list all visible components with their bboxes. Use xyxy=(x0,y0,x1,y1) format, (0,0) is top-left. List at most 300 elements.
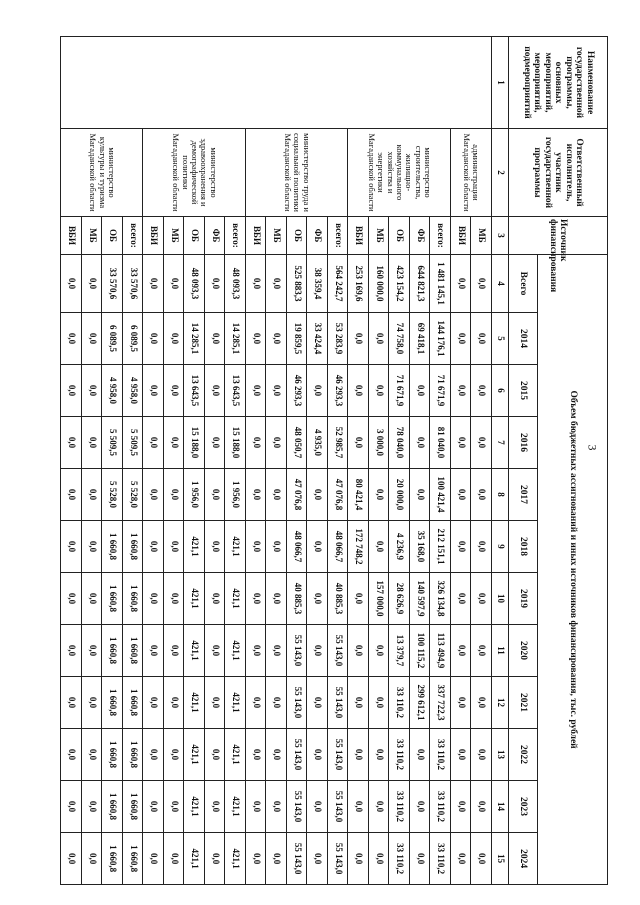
value-cell: 53 283,9 xyxy=(328,313,349,365)
value-cell: 0,0 xyxy=(143,677,164,729)
value-cell: 0,0 xyxy=(410,729,431,781)
value-cell: 0,0 xyxy=(471,677,492,729)
value-cell: 0,0 xyxy=(451,521,472,573)
value-cell: 0,0 xyxy=(369,521,390,573)
source-cell: всего: xyxy=(123,217,144,255)
value-cell: 0,0 xyxy=(369,313,390,365)
page-number: 3 xyxy=(585,444,600,451)
header-year: 2015 xyxy=(509,365,538,417)
value-cell: 33 424,4 xyxy=(307,313,328,365)
column-number: 5 xyxy=(492,313,509,365)
value-cell: 55 143,0 xyxy=(328,625,349,677)
value-cell: 0,0 xyxy=(164,729,185,781)
value-cell: 0,0 xyxy=(82,521,103,573)
value-cell: 0,0 xyxy=(410,833,431,885)
column-number: 6 xyxy=(492,365,509,417)
column-number: 10 xyxy=(492,573,509,625)
value-cell: 0,0 xyxy=(164,573,185,625)
value-cell: 0,0 xyxy=(143,313,164,365)
header-executor: Ответственный исполнитель, участник государственной программы xyxy=(509,129,608,217)
value-cell: 19 859,5 xyxy=(287,313,308,365)
column-number: 11 xyxy=(492,625,509,677)
value-cell: 144 176,1 xyxy=(430,313,451,365)
value-cell: 4 958,0 xyxy=(123,365,144,417)
value-cell: 69 418,1 xyxy=(410,313,431,365)
value-cell: 421,1 xyxy=(225,833,246,885)
value-cell: 0,0 xyxy=(410,417,431,469)
value-cell: 0,0 xyxy=(205,677,226,729)
value-cell: 0,0 xyxy=(205,469,226,521)
table-row xyxy=(123,37,144,885)
value-cell: 0,0 xyxy=(61,625,82,677)
source-cell: ФБ xyxy=(307,217,328,255)
value-cell: 0,0 xyxy=(410,469,431,521)
value-cell: 0,0 xyxy=(61,677,82,729)
value-cell: 13 643,5 xyxy=(184,365,205,417)
value-cell: 0,0 xyxy=(82,417,103,469)
value-cell: 0,0 xyxy=(61,469,82,521)
value-cell: 0,0 xyxy=(471,729,492,781)
value-cell: 421,1 xyxy=(184,625,205,677)
value-cell: 100 421,4 xyxy=(430,469,451,521)
value-cell: 1 660,8 xyxy=(123,729,144,781)
value-cell: 0,0 xyxy=(348,417,369,469)
value-cell: 0,0 xyxy=(451,313,472,365)
value-cell: 0,0 xyxy=(164,313,185,365)
executor-cell: министерство труда и социальной политики Магаданской области xyxy=(246,129,349,217)
source-cell: ОБ xyxy=(287,217,308,255)
value-cell: 0,0 xyxy=(82,573,103,625)
executor-cell: министерство строительства, жилищно-коммунального хозяйства и энергетики Магаданской области xyxy=(348,129,451,217)
value-cell: 0,0 xyxy=(266,677,287,729)
value-cell: 0,0 xyxy=(471,417,492,469)
value-cell: 0,0 xyxy=(205,625,226,677)
value-cell: 421,1 xyxy=(184,833,205,885)
value-cell: 14 285,1 xyxy=(184,313,205,365)
source-cell: МБ xyxy=(471,217,492,255)
value-cell: 0,0 xyxy=(369,469,390,521)
header-year: 2019 xyxy=(509,573,538,625)
value-cell: 55 143,0 xyxy=(287,729,308,781)
value-cell: 47 076,8 xyxy=(287,469,308,521)
value-cell: 0,0 xyxy=(143,833,164,885)
value-cell: 0,0 xyxy=(348,833,369,885)
value-cell: 0,0 xyxy=(205,313,226,365)
value-cell: 0,0 xyxy=(266,313,287,365)
value-cell: 0,0 xyxy=(348,365,369,417)
value-cell: 0,0 xyxy=(143,365,164,417)
value-cell: 421,1 xyxy=(184,573,205,625)
value-cell: 46 293,3 xyxy=(287,365,308,417)
value-cell: 48 066,7 xyxy=(328,521,349,573)
column-number-row xyxy=(492,37,509,885)
value-cell: 14 285,1 xyxy=(225,313,246,365)
value-cell: 0,0 xyxy=(61,729,82,781)
value-cell: 0,0 xyxy=(246,313,267,365)
value-cell: 55 143,0 xyxy=(287,677,308,729)
value-cell: 0,0 xyxy=(246,469,267,521)
header-year: 2024 xyxy=(509,833,538,885)
value-cell: 421,1 xyxy=(184,677,205,729)
value-cell: 0,0 xyxy=(369,625,390,677)
header-budget-group: Объем бюджетных ассигнований и иных источников финансирования, тыс. рублей xyxy=(538,255,608,885)
column-number: 12 xyxy=(492,677,509,729)
header-year: 2014 xyxy=(509,313,538,365)
value-cell: 1 660,8 xyxy=(102,573,123,625)
value-cell: 172 748,2 xyxy=(348,521,369,573)
value-cell: 0,0 xyxy=(369,781,390,833)
value-cell: 421,1 xyxy=(225,729,246,781)
value-cell: 0,0 xyxy=(164,833,185,885)
source-cell: ВБИ xyxy=(61,217,82,255)
value-cell: 0,0 xyxy=(266,573,287,625)
value-cell: 0,0 xyxy=(348,677,369,729)
table-row xyxy=(471,37,492,885)
value-cell: 40 885,3 xyxy=(328,573,349,625)
value-cell: 0,0 xyxy=(307,729,328,781)
value-cell: 421,1 xyxy=(225,677,246,729)
value-cell: 0,0 xyxy=(369,729,390,781)
value-cell: 0,0 xyxy=(61,255,82,313)
value-cell: 0,0 xyxy=(143,729,164,781)
value-cell: 0,0 xyxy=(307,833,328,885)
value-cell: 0,0 xyxy=(164,625,185,677)
value-cell: 4 236,9 xyxy=(389,521,410,573)
value-cell: 0,0 xyxy=(369,833,390,885)
value-cell: 0,0 xyxy=(451,573,472,625)
value-cell: 0,0 xyxy=(307,469,328,521)
value-cell: 0,0 xyxy=(246,365,267,417)
value-cell: 0,0 xyxy=(410,781,431,833)
column-number: 1 xyxy=(492,37,509,129)
value-cell: 0,0 xyxy=(266,781,287,833)
table-body xyxy=(61,37,492,885)
value-cell: 0,0 xyxy=(348,625,369,677)
value-cell: 0,0 xyxy=(307,781,328,833)
value-cell: 5 509,5 xyxy=(102,417,123,469)
value-cell: 0,0 xyxy=(82,677,103,729)
value-cell: 52 985,7 xyxy=(328,417,349,469)
value-cell: 0,0 xyxy=(471,469,492,521)
value-cell: 55 143,0 xyxy=(328,833,349,885)
value-cell: 0,0 xyxy=(143,417,164,469)
value-cell: 0,0 xyxy=(143,781,164,833)
value-cell: 38 359,4 xyxy=(307,255,328,313)
value-cell: 0,0 xyxy=(307,677,328,729)
header-total: Всего xyxy=(509,255,538,313)
column-number: 4 xyxy=(492,255,509,313)
value-cell: 421,1 xyxy=(225,521,246,573)
value-cell: 0,0 xyxy=(82,729,103,781)
value-cell: 0,0 xyxy=(246,781,267,833)
value-cell: 0,0 xyxy=(410,365,431,417)
value-cell: 0,0 xyxy=(164,677,185,729)
value-cell: 13 379,7 xyxy=(389,625,410,677)
value-cell: 0,0 xyxy=(369,677,390,729)
value-cell: 4 958,0 xyxy=(102,365,123,417)
value-cell: 71 671,9 xyxy=(430,365,451,417)
value-cell: 0,0 xyxy=(82,833,103,885)
value-cell: 525 883,3 xyxy=(287,255,308,313)
program-name-cell xyxy=(61,37,492,129)
value-cell: 1 660,8 xyxy=(123,781,144,833)
header-year: 2022 xyxy=(509,729,538,781)
value-cell: 33 110,2 xyxy=(389,677,410,729)
value-cell: 1 660,8 xyxy=(123,573,144,625)
source-cell: МБ xyxy=(369,217,390,255)
value-cell: 0,0 xyxy=(246,833,267,885)
value-cell: 421,1 xyxy=(184,729,205,781)
value-cell: 81 040,0 xyxy=(430,417,451,469)
value-cell: 0,0 xyxy=(246,625,267,677)
value-cell: 0,0 xyxy=(266,255,287,313)
value-cell: 0,0 xyxy=(307,365,328,417)
value-cell: 13 643,5 xyxy=(225,365,246,417)
value-cell: 0,0 xyxy=(266,417,287,469)
value-cell: 140 597,9 xyxy=(410,573,431,625)
value-cell: 33 110,2 xyxy=(389,781,410,833)
value-cell: 0,0 xyxy=(471,781,492,833)
value-cell: 0,0 xyxy=(164,365,185,417)
value-cell: 20 000,0 xyxy=(389,469,410,521)
value-cell: 0,0 xyxy=(205,255,226,313)
value-cell: 0,0 xyxy=(307,573,328,625)
value-cell: 0,0 xyxy=(61,417,82,469)
value-cell: 80 421,4 xyxy=(348,469,369,521)
value-cell: 0,0 xyxy=(266,469,287,521)
column-number: 3 xyxy=(492,217,509,255)
value-cell: 78 040,0 xyxy=(389,417,410,469)
value-cell: 55 143,0 xyxy=(328,781,349,833)
value-cell: 160 000,0 xyxy=(369,255,390,313)
value-cell: 0,0 xyxy=(471,573,492,625)
value-cell: 55 143,0 xyxy=(328,729,349,781)
source-cell: МБ xyxy=(266,217,287,255)
source-cell: ФБ xyxy=(410,217,431,255)
value-cell: 15 188,0 xyxy=(225,417,246,469)
value-cell: 0,0 xyxy=(451,255,472,313)
value-cell: 157 000,0 xyxy=(369,573,390,625)
value-cell: 0,0 xyxy=(471,833,492,885)
column-number: 15 xyxy=(492,833,509,885)
budget-table xyxy=(61,36,609,885)
value-cell: 0,0 xyxy=(266,365,287,417)
value-cell: 337 722,3 xyxy=(430,677,451,729)
value-cell: 71 671,9 xyxy=(389,365,410,417)
value-cell: 3 000,0 xyxy=(369,417,390,469)
source-cell: всего: xyxy=(225,217,246,255)
value-cell: 0,0 xyxy=(205,573,226,625)
value-cell: 47 076,8 xyxy=(328,469,349,521)
value-cell: 33 110,2 xyxy=(430,729,451,781)
column-number: 8 xyxy=(492,469,509,521)
value-cell: 0,0 xyxy=(266,833,287,885)
source-cell: ФБ xyxy=(205,217,226,255)
value-cell: 0,0 xyxy=(164,417,185,469)
value-cell: 48 050,7 xyxy=(287,417,308,469)
value-cell: 33 110,2 xyxy=(430,781,451,833)
header-year: 2021 xyxy=(509,677,538,729)
value-cell: 1 660,8 xyxy=(123,677,144,729)
value-cell: 28 626,9 xyxy=(389,573,410,625)
value-cell: 1 660,8 xyxy=(102,781,123,833)
value-cell: 33 110,2 xyxy=(389,729,410,781)
value-cell: 0,0 xyxy=(82,469,103,521)
value-cell: 1 660,8 xyxy=(102,729,123,781)
value-cell: 0,0 xyxy=(307,625,328,677)
value-cell: 5 528,0 xyxy=(123,469,144,521)
value-cell: 0,0 xyxy=(246,573,267,625)
value-cell: 48 066,7 xyxy=(287,521,308,573)
value-cell: 74 758,0 xyxy=(389,313,410,365)
value-cell: 0,0 xyxy=(348,781,369,833)
value-cell: 1 660,8 xyxy=(123,625,144,677)
value-cell: 1 660,8 xyxy=(123,521,144,573)
value-cell: 0,0 xyxy=(471,365,492,417)
value-cell: 6 089,5 xyxy=(102,313,123,365)
value-cell: 0,0 xyxy=(348,313,369,365)
value-cell: 0,0 xyxy=(266,521,287,573)
value-cell: 1 660,8 xyxy=(123,833,144,885)
value-cell: 55 143,0 xyxy=(287,625,308,677)
value-cell: 35 168,0 xyxy=(410,521,431,573)
value-cell: 0,0 xyxy=(143,255,164,313)
value-cell: 421,1 xyxy=(225,625,246,677)
value-cell: 0,0 xyxy=(82,365,103,417)
value-cell: 421,1 xyxy=(225,573,246,625)
value-cell: 0,0 xyxy=(451,469,472,521)
value-cell: 0,0 xyxy=(82,255,103,313)
value-cell: 0,0 xyxy=(451,781,472,833)
value-cell: 1 660,8 xyxy=(102,521,123,573)
value-cell: 100 115,2 xyxy=(410,625,431,677)
table-row xyxy=(430,37,451,885)
value-cell: 5 528,0 xyxy=(102,469,123,521)
value-cell: 55 143,0 xyxy=(328,677,349,729)
value-cell: 0,0 xyxy=(451,833,472,885)
value-cell: 55 143,0 xyxy=(287,781,308,833)
value-cell: 0,0 xyxy=(82,625,103,677)
executor-cell: министерство здравоохранения и демографической политики Магаданской области xyxy=(143,129,246,217)
value-cell: 0,0 xyxy=(61,573,82,625)
source-cell: МБ xyxy=(82,217,103,255)
value-cell: 0,0 xyxy=(246,255,267,313)
value-cell: 0,0 xyxy=(246,521,267,573)
column-number: 9 xyxy=(492,521,509,573)
value-cell: 421,1 xyxy=(225,781,246,833)
value-cell: 0,0 xyxy=(266,729,287,781)
value-cell: 0,0 xyxy=(451,625,472,677)
executor-cell: министерство культуры и туризма Магаданской области xyxy=(61,129,143,217)
value-cell: 0,0 xyxy=(451,677,472,729)
value-cell: 564 242,7 xyxy=(328,255,349,313)
value-cell: 0,0 xyxy=(348,573,369,625)
value-cell: 0,0 xyxy=(471,521,492,573)
value-cell: 0,0 xyxy=(61,365,82,417)
column-number: 14 xyxy=(492,781,509,833)
value-cell: 0,0 xyxy=(451,365,472,417)
value-cell: 1 956,0 xyxy=(225,469,246,521)
header-program-name: Наименование государственной программы, основных мероприятий, мероприятий, подмероприятий xyxy=(509,37,608,129)
value-cell: 0,0 xyxy=(143,625,164,677)
header-source: Источник финансирования xyxy=(509,217,608,255)
value-cell: 0,0 xyxy=(205,417,226,469)
value-cell: 0,0 xyxy=(143,573,164,625)
value-cell: 0,0 xyxy=(164,521,185,573)
header-year: 2018 xyxy=(509,521,538,573)
value-cell: 0,0 xyxy=(61,833,82,885)
value-cell: 253 169,6 xyxy=(348,255,369,313)
value-cell: 212 151,1 xyxy=(430,521,451,573)
value-cell: 0,0 xyxy=(471,255,492,313)
value-cell: 0,0 xyxy=(205,729,226,781)
value-cell: 299 612,1 xyxy=(410,677,431,729)
value-cell: 40 885,3 xyxy=(287,573,308,625)
value-cell: 48 093,3 xyxy=(225,255,246,313)
value-cell: 0,0 xyxy=(61,521,82,573)
value-cell: 0,0 xyxy=(143,521,164,573)
column-number: 13 xyxy=(492,729,509,781)
value-cell: 0,0 xyxy=(61,781,82,833)
value-cell: 0,0 xyxy=(266,625,287,677)
source-cell: ОБ xyxy=(102,217,123,255)
value-cell: 644 821,3 xyxy=(410,255,431,313)
value-cell: 1 481 145,1 xyxy=(430,255,451,313)
table-row xyxy=(225,37,246,885)
value-cell: 421,1 xyxy=(184,521,205,573)
source-cell: ВБИ xyxy=(451,217,472,255)
value-cell: 4 935,0 xyxy=(307,417,328,469)
header-year: 2020 xyxy=(509,625,538,677)
value-cell: 0,0 xyxy=(307,521,328,573)
source-cell: ВБИ xyxy=(348,217,369,255)
executor-cell: администрации Магаданской области xyxy=(451,129,492,217)
source-cell: ВБИ xyxy=(143,217,164,255)
value-cell: 1 660,8 xyxy=(102,833,123,885)
value-cell: 0,0 xyxy=(246,729,267,781)
value-cell: 6 089,5 xyxy=(123,313,144,365)
header-year: 2023 xyxy=(509,781,538,833)
value-cell: 5 509,5 xyxy=(123,417,144,469)
value-cell: 15 188,0 xyxy=(184,417,205,469)
value-cell: 423 154,2 xyxy=(389,255,410,313)
value-cell: 0,0 xyxy=(164,781,185,833)
source-cell: ОБ xyxy=(184,217,205,255)
source-cell: всего: xyxy=(430,217,451,255)
value-cell: 113 494,9 xyxy=(430,625,451,677)
value-cell: 0,0 xyxy=(143,469,164,521)
column-number: 7 xyxy=(492,417,509,469)
value-cell: 0,0 xyxy=(246,677,267,729)
source-cell: ВБИ xyxy=(246,217,267,255)
value-cell: 0,0 xyxy=(205,365,226,417)
value-cell: 0,0 xyxy=(205,833,226,885)
value-cell: 33 110,2 xyxy=(430,833,451,885)
value-cell: 0,0 xyxy=(205,781,226,833)
value-cell: 33 110,2 xyxy=(389,833,410,885)
value-cell: 46 293,3 xyxy=(328,365,349,417)
value-cell: 0,0 xyxy=(82,313,103,365)
value-cell: 0,0 xyxy=(348,729,369,781)
value-cell: 33 570,6 xyxy=(102,255,123,313)
value-cell: 0,0 xyxy=(246,417,267,469)
value-cell: 0,0 xyxy=(61,313,82,365)
value-cell: 0,0 xyxy=(164,255,185,313)
value-cell: 326 134,8 xyxy=(430,573,451,625)
value-cell: 0,0 xyxy=(451,417,472,469)
value-cell: 33 570,6 xyxy=(123,255,144,313)
header-year: 2017 xyxy=(509,469,538,521)
